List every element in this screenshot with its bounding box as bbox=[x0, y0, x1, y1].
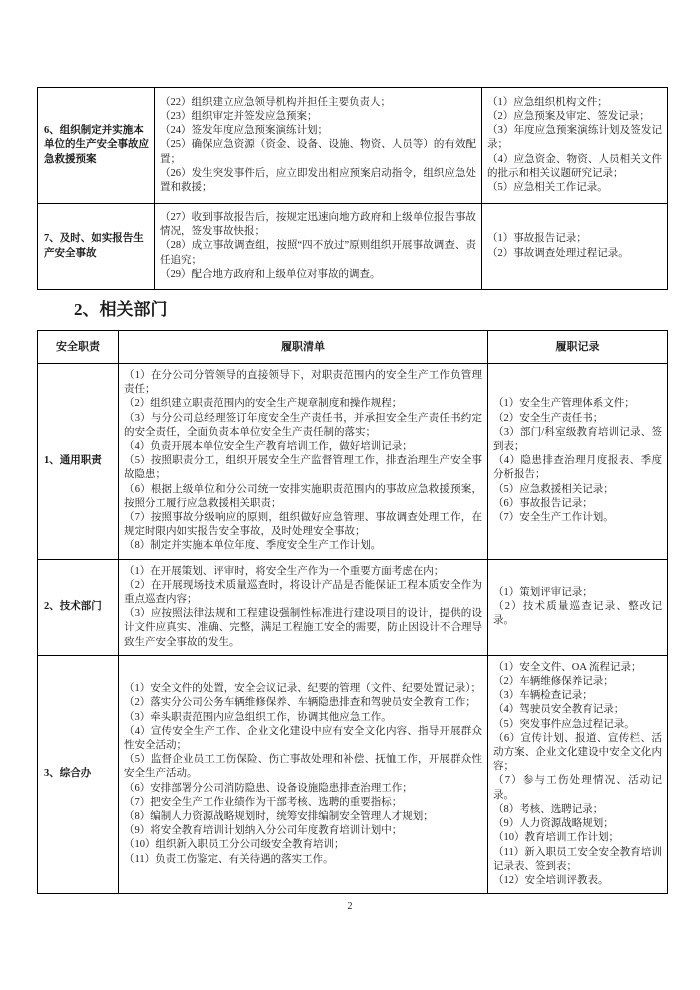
record-item: （4）隐患排查治理月度报表、季度分析报告； bbox=[493, 455, 662, 481]
duty-cell: 6、组织制定并实施本单位的生产安全事故应急救援预案 bbox=[38, 88, 155, 204]
table-row bbox=[38, 364, 668, 560]
records-cell bbox=[482, 204, 668, 290]
checklist-item: （29）配合地方政府和上级单位对事故的调查。 bbox=[160, 268, 381, 280]
checklist-item: （4）宣传安全生产工作、企业文化建设中应有安全文化内容、指导开展群众性安全活动； bbox=[124, 725, 482, 751]
checklist-item: （5）按照职责分工，组织开展安全生产监督管理工作，排查治理生产安全事故隐患； bbox=[124, 455, 482, 481]
page-number: 2 bbox=[347, 901, 353, 912]
record-item: （3）车辆检查记录； bbox=[493, 690, 593, 702]
record-item: （2）车辆维修保养记录； bbox=[493, 676, 614, 688]
checklist-cell bbox=[155, 204, 482, 290]
checklist-item: （23）组织审定并签发应急预案； bbox=[160, 110, 318, 122]
record-item: （8）考核、选聘记录； bbox=[493, 803, 604, 815]
related-departments-table bbox=[37, 330, 668, 894]
checklist-item: （1）在开展策划、评审时，将安全生产作为一个重要方面考虑在内； bbox=[124, 565, 445, 577]
checklist-item: （3）与分公司总经理签订年度安全生产责任书，并承担安全生产责任书约定的安全责任，全面负责本单位安全生产责任制的落实； bbox=[124, 412, 482, 438]
record-item: （11）新入职员工安全安全教育培训记录表、签到表； bbox=[493, 846, 662, 872]
checklist-item: （5）监督企业员工工伤保险、伤亡事故处理和补偿、抚恤工作，开展群众性安全生产活动。 bbox=[124, 754, 482, 780]
record-item: （2）应急预案及审定、签发记录； bbox=[487, 110, 650, 122]
records-cell bbox=[482, 88, 668, 204]
header-checklist: 履职清单 bbox=[119, 331, 488, 364]
header-duty: 安全职责 bbox=[38, 331, 119, 364]
checklist-item: （8）编制人力资源战略规划时，统筹安排编制安全管理人才规划； bbox=[124, 810, 434, 822]
checklist-cell bbox=[155, 88, 482, 204]
checklist-item: （3）应按照法律法规和工程建设强制性标准进行建设项目的设计，提供的设计文件应真实、准确、完整，满足工程施工安全的需要，防止因设计不合理导致生产安全事故的发生。 bbox=[124, 608, 482, 648]
responsibility-table-continued bbox=[37, 87, 668, 290]
record-item: （1）应急组织机构文件； bbox=[487, 96, 608, 108]
table-row bbox=[38, 88, 668, 204]
record-item: （6）宣传计划、报道、宣传栏、活动方案、企业文化建设中安全文化内容； bbox=[493, 732, 662, 773]
checklist-item: （7）把安全生产工作业绩作为干部考核、选聘的重要指标； bbox=[124, 796, 403, 808]
checklist-item: （1）在分公司分管领导的直接领导下，对职责范围内的安全生产工作负管理责任； bbox=[124, 370, 482, 396]
table-row bbox=[38, 655, 668, 893]
checklist-item: （10）组织新入职员工分公司级安全教育培训； bbox=[124, 839, 345, 851]
records-cell bbox=[488, 364, 668, 560]
checklist-item: （2）组织建立职责范围内的安全生产规章制度和操作规程； bbox=[124, 398, 403, 410]
record-item: （2）技术质量巡查记录、整改记录。 bbox=[493, 601, 662, 627]
checklist-item: （6）安排部署分公司消防隐患、设备设施隐患排查治理工作； bbox=[124, 782, 413, 794]
checklist-item: （2）落实分公司公务车辆维修保养、车辆隐患排查和驾驶员安全教育工作； bbox=[124, 697, 476, 709]
record-item: （1）安全生产管理体系文件； bbox=[493, 398, 635, 410]
record-item: （10）教育培训工作计划； bbox=[493, 832, 619, 844]
record-item: （6）事故报告记录； bbox=[493, 497, 593, 509]
checklist-item: （9）将安全教育培训计划纳入分公司年度教育培训计划中； bbox=[124, 825, 403, 837]
checklist-cell bbox=[119, 364, 488, 560]
checklist-item: （26）发生突发事件后，应立即发出相应预案启动指令，组织应急处置和救援； bbox=[160, 167, 476, 193]
table-header-row bbox=[38, 331, 668, 364]
checklist-cell bbox=[119, 559, 488, 655]
record-item: （1）事故报告记录； bbox=[487, 233, 587, 245]
record-item: （3）年度应急预案演练计划及签发记录； bbox=[487, 125, 662, 151]
checklist-item: （7）按照事故分级响应的原则，组织做好应急管理、事故调查处理工作，在规定时限内如实报告安全事故，及时处理安全事故； bbox=[124, 512, 482, 538]
record-item: （5）应急救援相关记录； bbox=[493, 483, 614, 495]
record-item: （4）应急资金、物资、人员相关文件的批示和相关议题研究记录； bbox=[487, 153, 662, 179]
record-item: （7）安全生产工作计划。 bbox=[493, 512, 614, 524]
checklist-item: （8）制定并实施本单位年度、季度安全生产工作计划。 bbox=[124, 540, 382, 552]
duty-cell: 1、通用职责 bbox=[38, 364, 119, 560]
record-item: （5）突发事件应急过程记录。 bbox=[493, 718, 635, 730]
records-cell bbox=[488, 559, 668, 655]
record-item: （12）安全培训评教表。 bbox=[493, 874, 609, 886]
duty-cell: 7、及时、如实报告生产安全事故 bbox=[38, 204, 155, 290]
checklist-item: （3）牵头职责范围内应急组织工作，协调其他应急工作。 bbox=[124, 711, 392, 723]
checklist-item: （2）在开展现场技术质量巡查时，将设计产品是否能保证工程本质安全作为重点巡查内容； bbox=[124, 579, 482, 606]
checklist-item: （27）收到事故报告后，按规定迅速向地方政府和上级单位报告事故情况，签发事故快报； bbox=[160, 211, 476, 238]
checklist-item: （6）根据上级单位和分公司统一安排实施职责范围内的事故应急救援预案，按照分工履行应急救援相关职责； bbox=[124, 483, 482, 509]
checklist-cell bbox=[119, 655, 488, 893]
duty-cell: 3、综合办 bbox=[38, 655, 119, 893]
header-records: 履职记录 bbox=[488, 331, 668, 364]
record-item: （7）参与工伤处理情况、活动记录。 bbox=[493, 775, 662, 801]
checklist-item: （11）负责工伤鉴定、有关待遇的落实工作。 bbox=[124, 853, 334, 865]
record-item: （9）人力资源战略规划； bbox=[493, 818, 614, 830]
checklist-item: （28）成立事故调查组，按照“四不放过”原则组织开展事故调查、责任追究； bbox=[160, 240, 476, 266]
checklist-item: （4）负责开展本单位安全生产教育培训工作，做好培训记录； bbox=[124, 441, 413, 453]
checklist-item: （1）安全文件的处置，安全会议记录、纪要的管理（文件、纪要处置记录）； bbox=[124, 683, 481, 695]
duty-cell: 2、技术部门 bbox=[38, 559, 119, 655]
record-item: （5）应急相关工作记录。 bbox=[487, 182, 608, 193]
checklist-item: （22）组织建立应急领导机构并担任主要负责人； bbox=[160, 96, 391, 108]
table-row bbox=[38, 559, 668, 655]
checklist-item: （25）确保应急资源（资金、设备、设施、物资、人员等）的有效配置； bbox=[160, 139, 476, 165]
table-row bbox=[38, 204, 668, 290]
checklist-item: （24）签发年度应急预案演练计划； bbox=[160, 125, 328, 137]
record-item: （2）安全生产责任书； bbox=[493, 412, 604, 424]
record-item: （2）事故调查处理过程记录。 bbox=[487, 247, 629, 259]
section-heading: 2、相关部门 bbox=[74, 300, 168, 319]
record-item: （1）策划评审记录； bbox=[493, 586, 593, 598]
record-item: （4）驾驶员安全教育记录； bbox=[493, 704, 625, 716]
record-item: （3）部门/科室级教育培训记录、签到表； bbox=[493, 426, 662, 453]
record-item: （1）安全文件、OA 流程记录； bbox=[493, 661, 642, 673]
records-cell bbox=[488, 655, 668, 893]
